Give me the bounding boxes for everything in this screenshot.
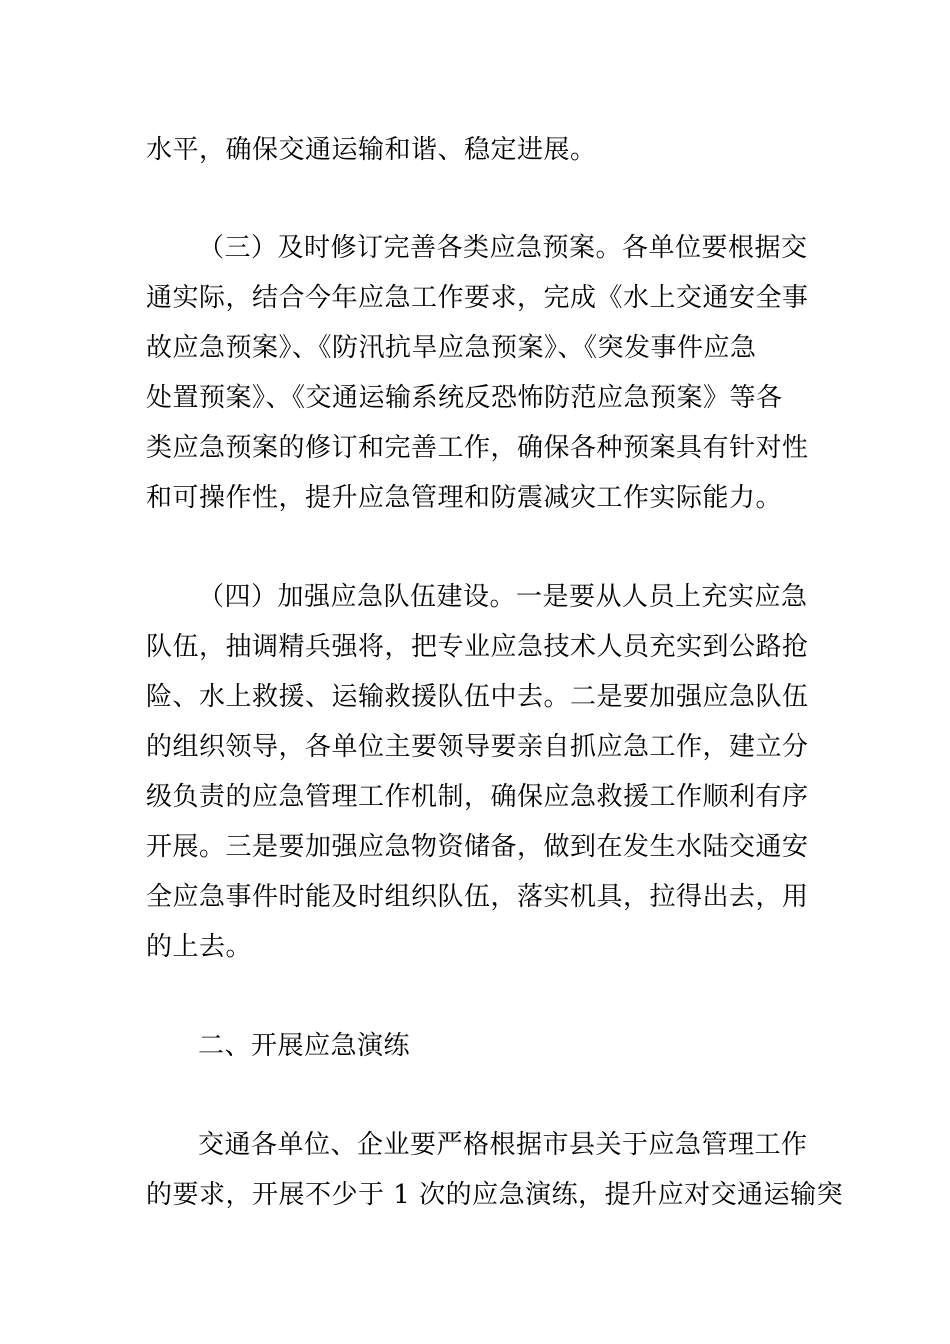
paragraph-line: 的要求，开展不少于 1 次的应急演练，提升应对交通运输突 — [146, 1180, 844, 1210]
paragraph-line: 开展。三是要加强应急物资储备，做到在发生水陆交通安 — [146, 832, 809, 862]
paragraph-line: 故应急预案》、《防汛抗旱应急预案》、《突发事件应急 — [146, 333, 757, 363]
paragraph-line: 水平，确保交通运输和谐、稳定进展。 — [146, 135, 597, 165]
paragraph-line: 的上去。 — [146, 932, 253, 962]
paragraph-line: 全应急事件时能及时组织队伍，落实机具，拉得出去，用 — [146, 882, 809, 912]
paragraph-line: 处置预案》、《交通运输系统反恐怖防范应急预案》等各 — [146, 383, 783, 413]
paragraph-line: 通实际，结合今年应急工作要求，完成《水上交通安全事 — [146, 283, 809, 313]
paragraph-line: 交通各单位、企业要严格根据市县关于应急管理工作 — [198, 1130, 808, 1160]
paragraph-line: 的组织领导，各单位主要领导要亲自抓应急工作，建立分 — [146, 732, 809, 762]
paragraph-line: （四）加强应急队伍建设。一是要从人员上充实应急 — [198, 582, 808, 612]
paragraph-line: （三）及时修订完善各类应急预案。各单位要根据交 — [198, 233, 808, 263]
paragraph-line: 类应急预案的修订和完善工作，确保各种预案具有针对性 — [146, 433, 809, 463]
section-heading: 二、开展应急演练 — [198, 1031, 411, 1061]
paragraph-line: 和可操作性，提升应急管理和防震减灾工作实际能力。 — [146, 483, 783, 513]
paragraph-line: 级负责的应急管理工作机制，确保应急救援工作顺利有序 — [146, 782, 809, 812]
paragraph-line: 险、水上救援、运输救援队伍中去。二是要加强应急队伍 — [146, 682, 809, 712]
paragraph-line: 队伍，抽调精兵强将，把专业应急技术人员充实到公路抢 — [146, 632, 809, 662]
